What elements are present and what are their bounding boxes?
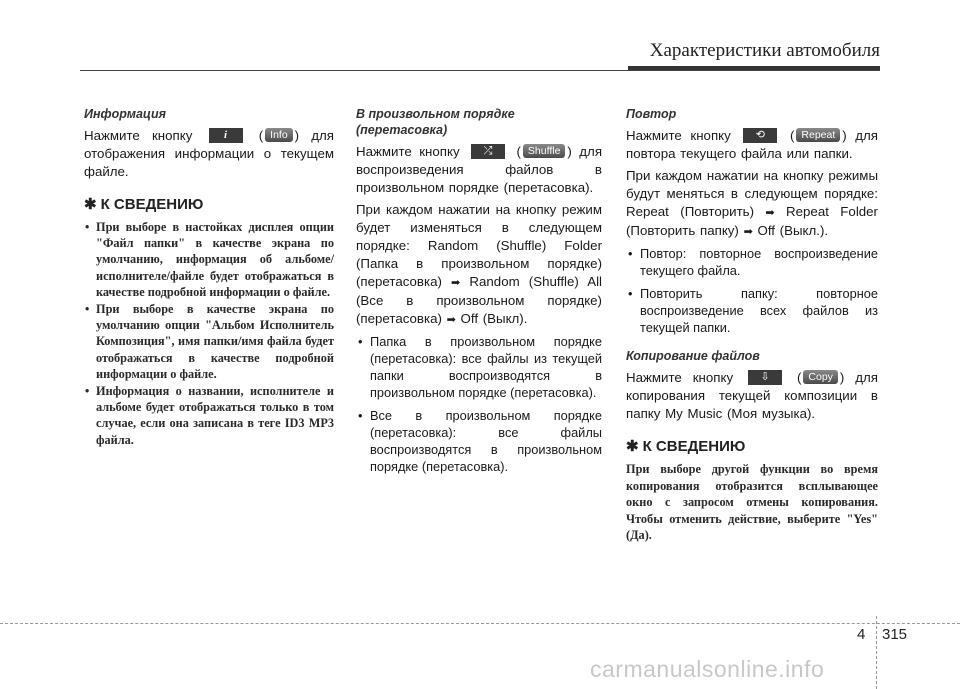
column-info [84,106,334,449]
section-heading-copy: Копирование файлов [626,349,760,363]
repeat-icon: ⟲ [743,128,777,143]
arrow-right-icon: ➡ [451,277,461,289]
info-button-label: Info [265,128,293,142]
info-i-icon: i [209,128,243,143]
note-star-icon: ✱ [84,196,97,213]
column-repeat-copy [626,106,878,544]
copy-button-label: Copy [803,370,838,384]
repeat-paragraph: Нажмите кнопку ⟲ ( Repeat ) для повтора текущего файла или папки. [626,128,878,161]
page-header-title: Характеристики автомобиля [649,40,880,61]
header-accent-bar [628,66,880,70]
note-heading: ✱ К СВЕДЕНИЮ [626,438,746,455]
note-heading: ✱ К СВЕДЕНИЮ [84,196,204,213]
shuffle-icon: ⤮ [471,144,505,159]
shuffle-modes-paragraph: При каждом нажатии на кнопку режим будет изменяться в следующем порядке: Random (Shuffle) Folder (Папка в произвольном порядке) (перетасовка) ➡ Random (Shuffle) All (Все в произвольном порядке) (перетасовка) ➡ Off (Выкл). [356,202,602,326]
list-item: • Папка в произвольном порядке (перетасовка): все файлы из текущей папки воспроизводятся в произвольном порядке (перетасовка). [356,333,602,401]
list-item: • Повторить папку: повторное воспроизведение всех файлов из текущей папки. [626,285,878,336]
note-text: При выборе другой функции во время копирования отобразится всплывающее окно с запросом отмены копирования. Чтобы отменить действие, выберите "Yes" (Да). [626,462,878,542]
section-heading-repeat: Повтор [626,107,677,121]
note-list [84,219,334,448]
text-segment: для отображения информации о текущем файле. [84,128,334,179]
section-heading-info: Информация [84,107,166,121]
page-number: 315 [882,626,908,643]
watermark: carmanualsonline.info [590,656,825,682]
footer-divider [0,623,960,624]
shuffle-bullets [356,333,602,475]
arrow-right-icon: ➡ [446,314,456,326]
list-item: • Повтор: повторное воспроизведение текущего файла. [626,245,878,279]
shuffle-paragraph: Нажмите кнопку ⤮ ( Shuffle ) для воспроизведения файлов в произвольном порядке (перетасовка). [356,144,603,195]
column-shuffle [356,106,602,481]
note-item: • При выборе в настойках дисплея опции "Файл папки" в качестве экрана по умолчанию, информация об альбоме/исполнителе/файле будет отображаться в качестве подробной информации о файле. [84,219,334,300]
text-segment: Нажмите кнопку [84,128,193,143]
chapter-number: 4 [857,626,866,643]
repeat-modes-paragraph: При каждом нажатии на кнопку режимы будут меняться в следующем порядке: Repeat (Повторить) ➡ Repeat Folder (Повторить папку) ➡ Off (Выкл.). [626,168,878,238]
note-item: • При выборе в качестве экрана по умолчанию опции "Альбом Исполнитель Композиция", имя папки/имя файла будет отображаться в качестве подробной информации о файле. [84,301,334,382]
info-paragraph: Нажмите кнопку i ( Info ) для отображения информации о текущем файле. [84,128,334,179]
note-star-icon: ✱ [626,438,639,455]
header-divider [80,70,880,71]
repeat-bullets [626,245,878,336]
repeat-button-label: Repeat [796,128,840,142]
copy-download-icon: ⇩ [748,370,782,385]
note-item: • Информация о названии, исполнителе и альбоме будет отображаться только в том случае, если она записана в теге ID3 MP3 файла. [84,383,334,448]
list-item: • Все в произвольном порядке (перетасовка): все файлы воспроизводятся в произвольном порядке (перетасовка). [356,407,602,475]
copy-paragraph: Нажмите кнопку ⇩ ( Copy ) для копирования текущей композиции в папку My Music (Моя музыка). [626,370,878,421]
arrow-right-icon: ➡ [765,207,775,219]
section-heading-shuffle: В произвольном порядке (перетасовка) [356,107,515,137]
arrow-right-icon: ➡ [743,226,753,238]
shuffle-button-label: Shuffle [523,144,566,158]
footer-vertical-divider [876,616,877,689]
